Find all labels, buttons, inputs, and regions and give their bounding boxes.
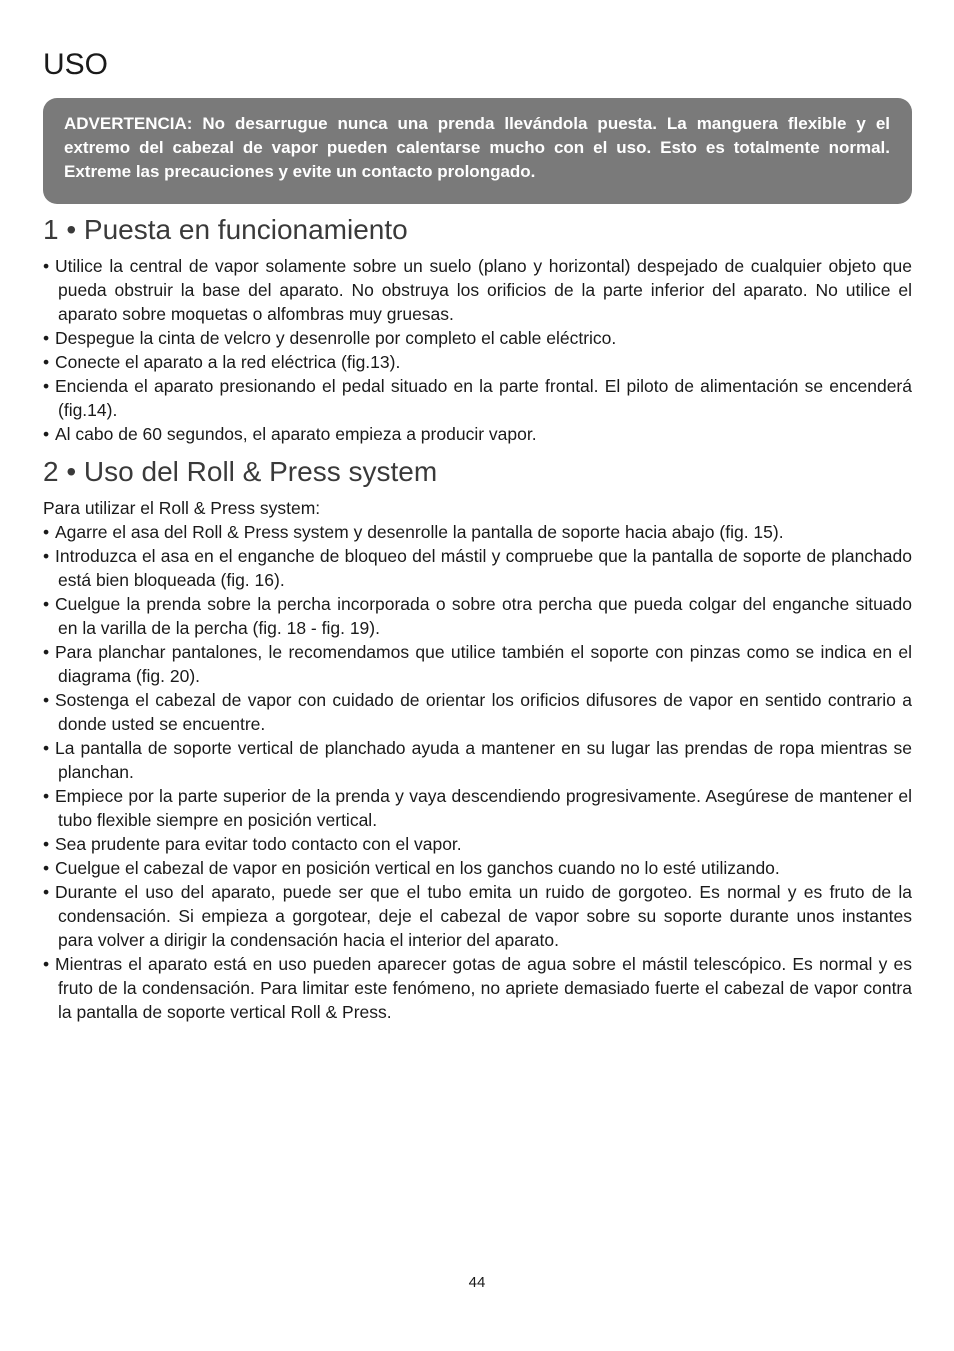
list-item — [43, 952, 912, 1024]
list-item-text: Mientras el aparato está en uso pueden aparecer gotas de agua sobre el mástil telescópico. Es normal y es fruto de la condensación. Para limitar este fenómeno, no apriete demasiado fuerte el cabezal de vapor contra la pantalla de soporte vertical Roll & Press. — [55, 954, 912, 1022]
list-item — [43, 374, 912, 422]
section-body-puesta — [43, 254, 912, 446]
warning-box — [43, 98, 912, 204]
section-title-roll-press: 2 • Uso del Roll & Press system — [43, 456, 438, 487]
list-item-text: Agarre el asa del Roll & Press system y desenrolle la pantalla de soporte hacia abajo (fig. 15). — [55, 522, 784, 542]
bullet-icon: • — [43, 642, 50, 662]
warning-text: ADVERTENCIA: No desarrugue nunca una prenda llevándola puesta. La manguera flexible y el extremo del cabezal de vapor pueden calentarse mucho con el uso. Esto es totalmente normal. Extreme las precauciones y evite un contacto prolongado. — [64, 114, 890, 181]
bullet-list — [43, 254, 912, 446]
bullet-icon: • — [43, 594, 50, 614]
list-item — [43, 520, 912, 544]
list-item-text: Durante el uso del aparato, puede ser que el tubo emita un ruido de gorgoteo. Es normal y es fruto de la condensación. Si empieza a gorgotear, deje el cabezal de vapor sobre su soporte durante unos instantes para volver a dirigir la condensación hacia el interior del aparato. — [55, 882, 912, 950]
bullet-icon: • — [43, 328, 50, 348]
bullet-icon: • — [43, 858, 50, 878]
list-item-text: Cuelgue el cabezal de vapor en posición vertical en los ganchos cuando no lo esté utilizando. — [55, 858, 780, 878]
bullet-icon: • — [43, 954, 50, 974]
list-item — [43, 784, 912, 832]
list-item-text: Conecte el aparato a la red eléctrica (fig.13). — [55, 352, 401, 372]
list-item — [43, 350, 912, 374]
list-item — [43, 422, 912, 446]
list-item-text: Cuelgue la prenda sobre la percha incorporada o sobre otra percha que pueda colgar del enganche situado en la varilla de la percha (fig. 18 - fig. 19). — [55, 594, 912, 638]
section-intro: Para utilizar el Roll & Press system: — [43, 498, 321, 518]
list-item — [43, 856, 912, 880]
list-item-text: La pantalla de soporte vertical de planchado ayuda a mantener en su lugar las prendas de ropa mientras se planchan. — [55, 738, 912, 782]
bullet-icon: • — [43, 256, 50, 276]
list-item-text: Sostenga el cabezal de vapor con cuidado de orientar los orificios difusores de vapor en sentido contrario a donde usted se encuentre. — [55, 690, 912, 734]
bullet-icon: • — [43, 424, 50, 444]
list-item — [43, 326, 912, 350]
bullet-list — [43, 520, 912, 1024]
list-item — [43, 832, 912, 856]
list-item — [43, 880, 912, 952]
bullet-icon: • — [43, 834, 50, 854]
page-title: USO — [43, 48, 109, 81]
list-item — [43, 688, 912, 736]
list-item — [43, 544, 912, 592]
list-item-text: Utilice la central de vapor solamente sobre un suelo (plano y horizontal) despejado de cualquier objeto que pueda obstruir la base del aparato. No obstruya los orificios de la parte inferior del aparato. No utilice el aparato sobre moquetas o alfombras muy gruesas. — [55, 256, 912, 324]
bullet-icon: • — [43, 690, 50, 710]
list-item-text: Para planchar pantalones, le recomendamos que utilice también el soporte con pinzas como se indica en el diagrama (fig. 20). — [55, 642, 912, 686]
bullet-icon: • — [43, 786, 50, 806]
list-item-text: Sea prudente para evitar todo contacto con el vapor. — [55, 834, 462, 854]
bullet-icon: • — [43, 352, 50, 372]
list-item — [43, 592, 912, 640]
list-item — [43, 640, 912, 688]
bullet-icon: • — [43, 546, 50, 566]
bullet-icon: • — [43, 522, 50, 542]
list-item — [43, 736, 912, 784]
section-title-puesta: 1 • Puesta en funcionamiento — [43, 214, 408, 245]
list-item-text: Introduzca el asa en el enganche de bloqueo del mástil y compruebe que la pantalla de soporte de planchado está bien bloqueada (fig. 16). — [55, 546, 912, 590]
bullet-icon: • — [43, 738, 50, 758]
list-item-text: Encienda el aparato presionando el pedal situado en la parte frontal. El piloto de alimentación se encenderá (fig.14). — [55, 376, 912, 420]
list-item-text: Despegue la cinta de velcro y desenrolle por completo el cable eléctrico. — [55, 328, 617, 348]
list-item — [43, 254, 912, 326]
section-body-roll-press — [43, 496, 912, 1024]
list-item-text: Al cabo de 60 segundos, el aparato empieza a producir vapor. — [55, 424, 537, 444]
list-item-text: Empiece por la parte superior de la prenda y vaya descendiendo progresivamente. Asegúrese de mantener el tubo flexible siempre en posición vertical. — [55, 786, 912, 830]
bullet-icon: • — [43, 376, 50, 396]
bullet-icon: • — [43, 882, 50, 902]
page-number: 44 — [468, 1274, 486, 1291]
